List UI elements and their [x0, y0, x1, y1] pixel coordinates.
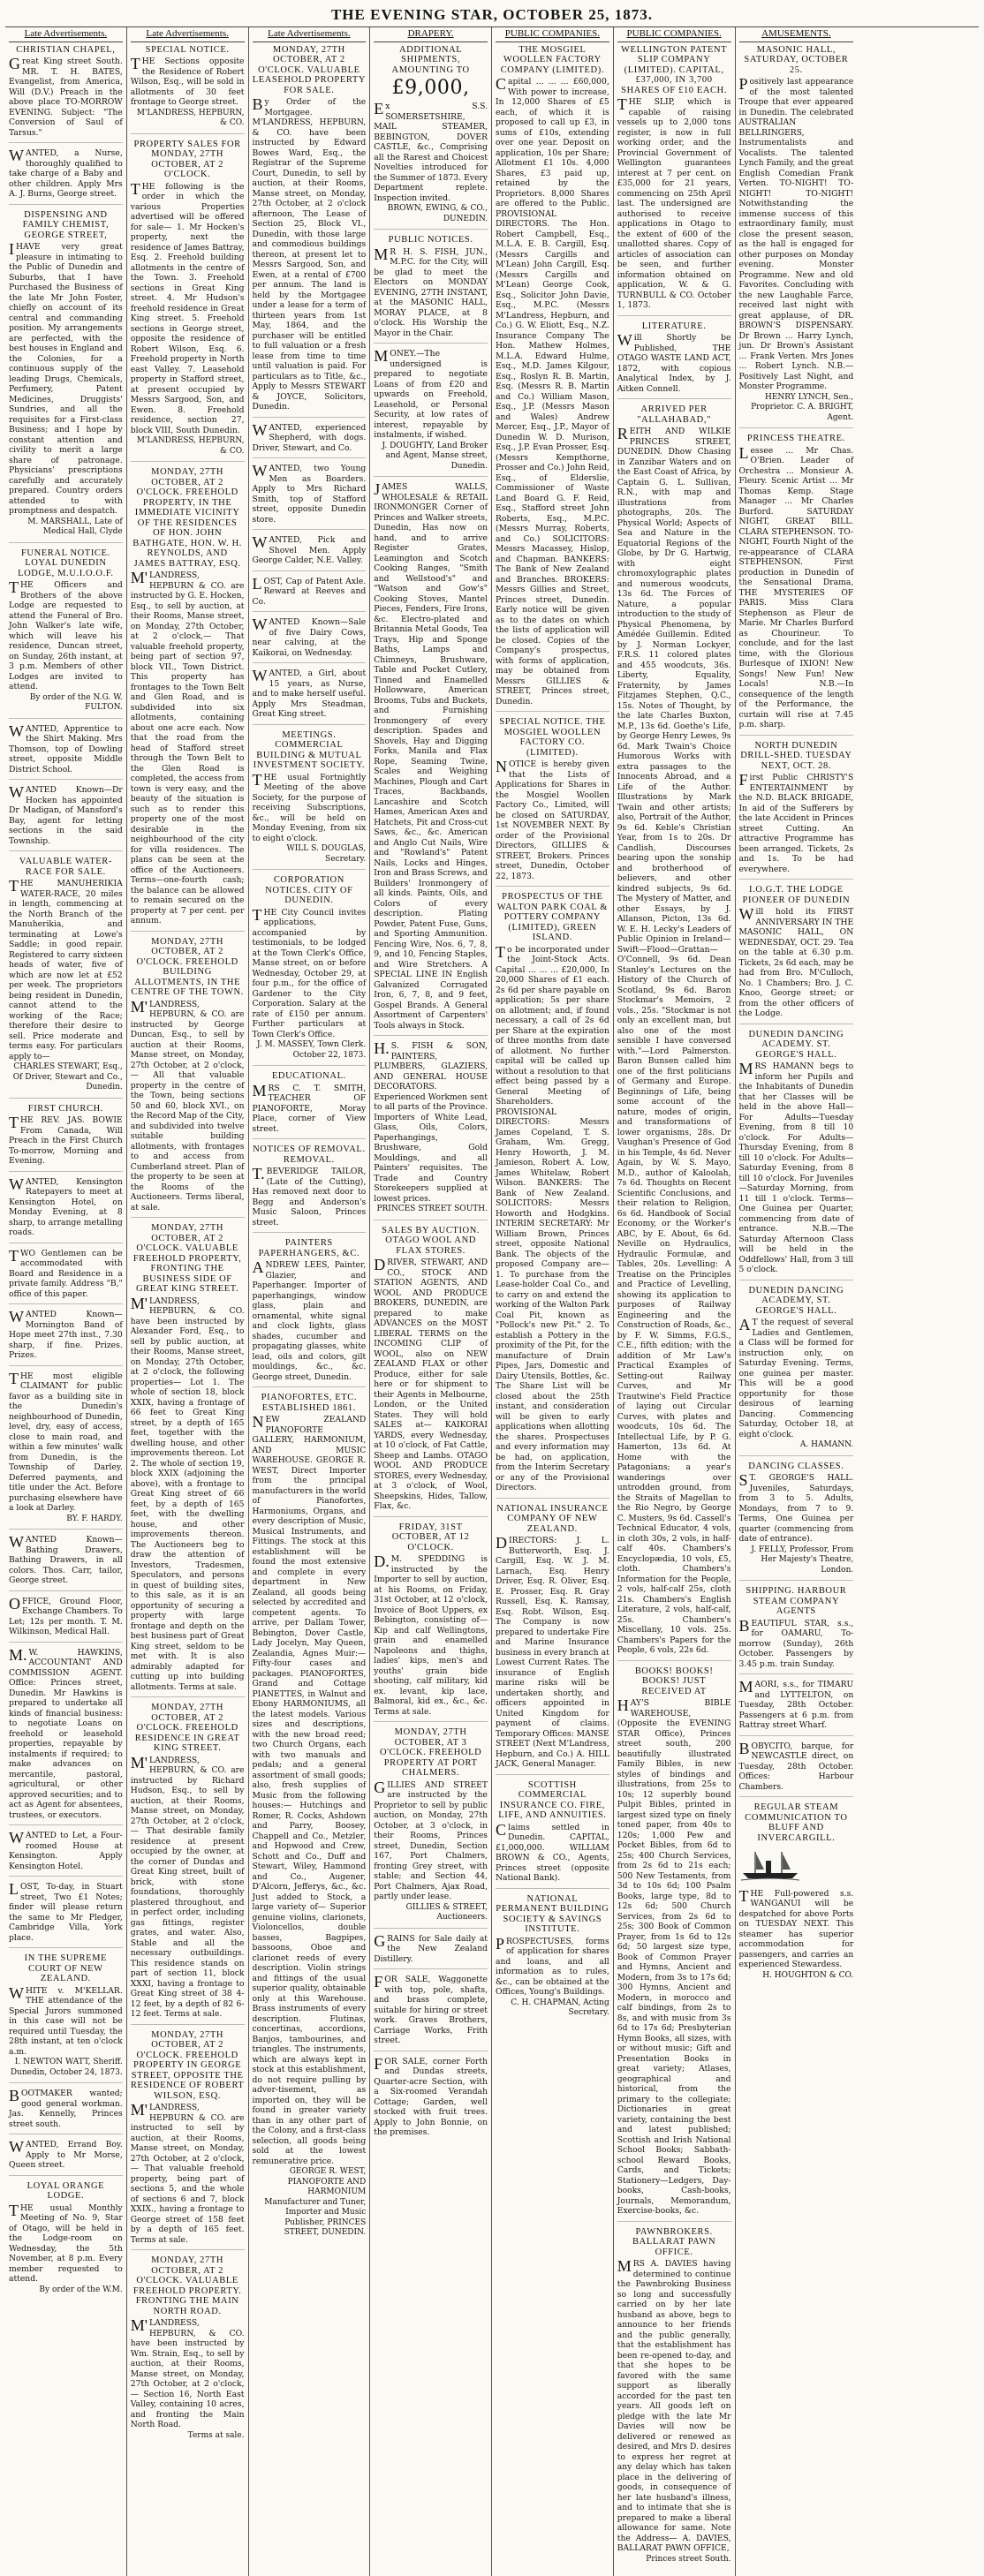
ad-title: SPECIAL NOTICE.	[145, 44, 230, 55]
ad-body: OFFICE, Ground Floor, Exchange Chambers. To Let; 12s per month. T. M. Wilkinson, Medical Hall.	[9, 1594, 123, 1636]
advertisement	[9, 1104, 123, 1172]
ad-body: FOR SALE, corner Forth and Dundas streets, Quarter-acre Section, with a Six-roomed Verandah Cottage; Garden, well stocked with fruit trees. Apply to John Bonnie, on the premises.	[374, 2054, 488, 2137]
ad-signature: J. M. MASSEY, Town Clerk. October 22, 1873.	[256, 1040, 367, 1060]
advertisement	[739, 1802, 854, 1985]
ad-signature: M'LANDRESS, HEPBURN, & CO.	[136, 436, 245, 456]
ad-body: M.W. HAWKINS, ACCOUNTANT AND COMMISSION AGENT. Office: Princes street, Dunedin. Mr Hawkins is prepared to undertake all kinds of financial business: to negotiate Loans on freehold or leasehold properties, repayable by instalments if required; to make advances on mercantile, pastoral, agricultural, or other approved securities; and to act as Agent for absentees, trustees, or executors.	[9, 1645, 123, 1820]
column-5	[492, 27, 614, 2576]
ad-signature: C. H. CHAPMAN, Acting Secretary.	[511, 1998, 609, 2017]
ad-title: EDUCATIONAL.	[271, 1071, 346, 1081]
ad-body: M'LANDRESS, HEPBURN & CO. are instructed by G. E. Hocken, Esq., to sell by auction, at their Rooms, Manse street, on Monday, 27th October, at 2 o'clock,— That valuable freehold property, being part of section 97, block VII., Town District. This property has frontages to the Town Belt and Glen Road, and is subdivided into six allotments, containing about one acre each. Now that the road from the head of Stafford street through the Town Belt to the Glen Road is completed, the access from town is very easy, and the beauty of the situation is such as to render this property one of the most desirable in the neighbourhood of the city for villa residences. The plans can be seen at the office of the Auctioneers. Terms—one-fourth cash; the balance can be allowed to remain secured on the property at 7 per cent. per annum.	[130, 569, 245, 925]
ad-title: PROSPECTUS OF THE WALTON PARK COAL & POTTERY COMPANY (LIMITED), GREEN ISLAND.	[496, 892, 608, 942]
ad-body: Great King street South. MR. T. H. BATES, Evangelist, from America, Will (D.V.) Preach in the above place TO-MORROW EVENING. Subject: "The Conversion of Saul of Tarsus."	[9, 55, 123, 138]
ad-body: WANTED, experienced Shepherd, with dogs. Driver, Stewart, and Co.	[252, 420, 367, 453]
ad-amount: £9,000,	[391, 77, 470, 99]
column-7	[736, 27, 858, 2576]
advertisement	[617, 1666, 731, 2222]
advertisement	[739, 1741, 854, 1798]
ad-title: WELLINGTON PATENT SLIP COMPANY (LIMITED). CAPITAL, £37,000, IN 3,700 SHARES OF £10 EACH.	[621, 44, 728, 95]
advertisement	[253, 464, 367, 530]
ad-body: TWO Gentlemen can be accommodated with Board and Residence in a private family. Address "B," office of this paper.	[9, 1246, 123, 1299]
advertisement	[9, 45, 123, 144]
advertisement	[9, 1882, 123, 1948]
ad-body: AT the request of several Ladies and Gentlemen, a Class will be formed for instruction only, on Saturday Evening. Terms, one guinea per master. This will be a good opportunity for those desirous of learning Dancing. Commencing Saturday, October 18, at eight o'clock.	[738, 1316, 854, 1439]
ad-body: WANTED, two Young Men as Boarders. Apply to Mrs Richard Smith, top of Stafford street, opposite Dunedin store.	[252, 462, 367, 525]
advertisement	[253, 45, 367, 418]
ad-signature: A. HAMANN.	[799, 1440, 854, 1449]
ad-body: WANTED, Kensington Ratepayers to meet at Kensington Hotel, on Monday Evening, at 8 sharp, to arrange metalling roads.	[9, 1175, 123, 1237]
advertisement	[131, 2030, 245, 2251]
advertisement	[617, 45, 731, 316]
ad-title: MONDAY, 27TH OCTOBER, AT 2 O'CLOCK. VALUABLE FREEHOLD PROPERTY. FRONTING THE MAIN NORTH ROAD.	[132, 2255, 242, 2316]
advertisement	[131, 467, 245, 932]
advertisement	[9, 1310, 123, 1366]
ad-body: BOOTMAKER wanted; good general workman. Jas. Kennelly, Princes street south.	[9, 2087, 123, 2129]
advertisement	[131, 937, 245, 1219]
ad-body: THE City Council invites applications, accompanied by testimonials, to be lodged at the Town Clerk's Office, Manse street, on or before Wednesday, October 29, at four p.m., for the office of Gardener to the City Corporation. Salary at the rate of £150 per annum. Further particulars at Town Clerk's Office.	[252, 905, 367, 1039]
advertisement	[9, 721, 123, 781]
ad-body: M'LANDRESS, HEPBURN, & CO. are instructed by Richard Hudson, Esq., to sell by auction, at their Rooms, Manse street, on Monday, 27th October, at 2 o'clock,— That desirable family residence at present occupied by the owner, at the corner of Dundas and Great King street, built of brick, with stone foundations, thoroughly plastered throughout, and in perfect order, including gas fittings, register grates, and water. Also, Stable and all the necessary outbuildings. This residence stands on part of section 11, block XXXI, having a frontage to Great King street of 38 4-12 feet, by a depth of 82 6-12 feet. Terms at sale.	[130, 1753, 245, 2019]
ad-body: Will hold its FIRST ANNIVERSARY IN THE MASONIC HALL, ON WEDNESDAY, OCT. 29. Tea on the table at 6.30 p.m. Tickets, 2s 6d each, may be had from Bro. M'Culloch, No. 1 Chambers; Bro. J. C. Knoo, George street; or from the other officers of the Lodge.	[738, 905, 854, 1018]
advertisement	[374, 1727, 488, 1929]
ad-body: To be incorporated under the Joint-Stock Acts. Capital ... ... ... £20,000, In 20,000 Shares of £1 each. 2s 6d per share payable on application; 5s per share on allotment; and, if found necessary, a call of 2s 6d per Share at the expiration of three months from date of allotment. No further capital will be called up without a resolution to that effect being passed by a General Meeting of Shareholders. PROVISIONAL DIRECTORS: Messrs James Copeland, T. S. Graham, Wm. Gregg, Henry Howorth, J. M. Jamieson, Robert A. Low, James Whitelaw, Robert Wilson. BANKERS: The Bank of New Zealand. SOLICITORS: Messrs Howorth and Hodgkins. INTERIM SECRETARY: Mr William Brown, Princes street, opposite National Bank. The objects of the proposed Company are— 1. To purchase from the Lease-holder Coal Co., and to carry on and extend the working of the Walton Park Coal Pit, known as "Pollock's new Pit." 2. To establish a Pottery in the proximity of the Pit, for the manufacture of Drain Pipes, Jars, Domestic and Dairy Utensils, Bottles, &c. The Share List will be closed about the 25th instant, and consideration will be given to early applications when allotting the shares. Prospectuses and every information may be had, on application, from the Interim Secretary or any of the Provisional Directors.	[496, 942, 609, 1492]
advertisement	[9, 548, 123, 719]
ad-body: THE SLIP, which is capable of raising vessels up to 2,000 tons register, is now in full working order, and the Provincial Government of Wellington guarantees interest at 7 per cent. on £35,000 for 21 years, commencing on 25th April last. The undersigned are authorised to receive applications in Otago to the extent of 600 of the unallotted shares. Copy of articles of association can be seen, and further information obtained on application, W. & G. TURNBULL & CO. October 1, 1873.	[617, 95, 731, 310]
ad-body: MONEY.—The undersigned is prepared to negotiate Loans of from £20 and upwards on Freehold, Leasehold, or Personal Security, at low rates of interest, repayable by instalments, if wished.	[374, 347, 488, 440]
advertisement	[374, 1041, 488, 1220]
column-heading: PUBLIC COMPANIES.	[617, 29, 731, 42]
advertisement	[9, 1371, 123, 1530]
ad-body: BOBYCITO, barque, for NEWCASTLE direct, on Tuesday, 28th October. Offices: Harbour Chambers.	[738, 1739, 854, 1792]
advertisement	[739, 1586, 854, 1674]
advertisement	[374, 2054, 488, 2142]
ad-body: HAY'S BIBLE WAREHOUSE, (Opposite the EVENING STAR Office), Princes street south, 200 beautifully illustrated Family Bibles, in new styles of bindings and illustrations, from 25s to 10s; 12 superbly bound Pulpit Bibles, printed in largest sized type on finely toned paper, from 40s to 120s; 1,000 Pew and Pocket Bibles, from 6d to 25s; 400 Church Services, from 2s 6d to 21s each; 500 New Testaments, from 3d to 10s 6d; 100 Psalm Books, large type, 8d to 12s 6d; 500 Church Services, from 2s 6d to 25s; 300 Book of Common Prayer, from 1s 6d to 12s 6d; 50 largest size type, Book of Common Prayer and Hymns, Ancient and Modern, from 3s to 17s 6d; 300 Hymns, Ancient and Modern, in morocco and calf bindings, from 2s to 8s, and with music from 3s 6d to 17s 6d; Presbyterian Hymn Books, all sizes, with or without music; Gift and Presentation Books in great variety; Atlases, geographical and historical, from the primary to the collegiate; Dictionaries in great variety, containing the best and latest published; Scottish and Irish National School Books; Sabbath-school Reward Books, Cards, and Tickets; Stationery—Ledgers, Day-books, Cash-books, Journals, Memorandum, Exercise-books, &c.	[617, 1696, 731, 2216]
ad-body: ST. GEORGE'S HALL. Juveniles, Saturdays, from 3 to 5. Adults, Mondays, from 7 to 9. Terms, One Guinea per quarter (commencing from date of entrance).	[738, 1471, 854, 1544]
ad-body: THE Sections opposite the Residence of Robert Wilson, Esq., will be sold in allotments of 30 feet frontage to George street.	[130, 55, 245, 107]
advertisement	[617, 321, 731, 400]
ad-title: SHIPPING. HARBOUR STEAM COMPANY AGENTS	[746, 1586, 847, 1616]
ad-body: THE usual Monthly Meeting of No. 9, Star of Otago, will be held in the Lodge-room on Wednesday, the 5th November, at 8 p.m. Every member requested to attend.	[9, 2201, 123, 2284]
ad-title: I.O.G.T. THE LODGE PIONEER OF DUNEDIN	[742, 885, 851, 905]
ad-signature: Terms at sale.	[187, 2430, 245, 2440]
ad-body: Lessee ... Mr Chas. O'Brien. Leader of Orchestra ... Monsieur A. Fleury. Scenic Artist ... Mr Thomas Kemp. Stage Manager ... Mr Charles Burford. SATURDAY NIGHT, GREAT BILL. CLARA STEPHENSON. TO-NIGHT, Fourth Night of the re-appearance of CLARA STEPHENSON. First production in Dunedin of the Sensational Drama, THE MYSTERIES OF PARIS. Miss Clara Stephenson as Fleur de Marie. Mr Charles Burford as Chourineur. To conclude, and for the last time, with the Glorious Burlesque of IXION! New Songs! New Fun! New Locals! N.B.—In consequence of the length of the Performance, the curtain will rise at 7.45 p.m. sharp.	[738, 443, 854, 729]
ad-title: CORPORATION NOTICES. CITY OF DUNEDIN.	[265, 875, 353, 905]
advertisement	[131, 140, 245, 463]
ad-title: PROPERTY SALES FOR MONDAY, 27TH OCTOBER, AT 2 O'CLOCK.	[133, 139, 241, 179]
ad-body: WANTED, Errand Boy. Apply to Mr Morse, Queen street.	[9, 2138, 123, 2170]
ad-body: MAORI, s.s., for TIMARU and LYTTELTON, on Tuesday, 28th October. Passengers at 6 p.m. from Rattray street Wharf.	[738, 1678, 854, 1730]
ad-body: WANTED Known—Bathing Drawers, Bathing Drawers, in all colors. Thos. Carr, tailor, George street.	[9, 1533, 123, 1585]
ad-title: MONDAY, 27TH OCTOBER, AT 2 O'CLOCK. FREEHOLD PROPERTY, IN THE IMMEDIATE VICINITY OF THE RESIDENCES OF HON. JOHN BATHGATE, HON. W. H. REYNOLDS, AND JAMES BATTRAY, ESQ.	[132, 467, 242, 569]
ad-title: IN THE SUPREME COURT OF NEW ZEALAND.	[24, 1953, 108, 1983]
ad-title: DUNEDIN DANCING ACADEMY, ST. GEORGE'S HALL.	[748, 1285, 844, 1316]
advertisement	[9, 2181, 123, 2300]
ad-body: PROSPECTUSES, forms of application for shares and loans, and all information as to rules, &c., can be obtained at the Offices, Young's Buildings.	[496, 1934, 609, 1997]
ad-body: WANTED Known—Mornington Band of Hope meet 27th inst., 7.30 sharp, if fine. Prizes. Prizes.	[9, 1308, 123, 1360]
ad-title: DUNEDIN DANCING ACADEMY. ST. GEORGE'S HALL.	[748, 1029, 844, 1060]
ad-title: PIANOFORTES, ETC. ESTABLISHED 1861.	[261, 1393, 358, 1413]
ad-title: MEETINGS. COMMERCIAL BUILDING & MUTUAL INVESTMENT SOCIETY.	[253, 729, 366, 770]
ad-body: THE Full-powered s.s. WANGANUI will be despatched for above Ports on TUESDAY NEXT. This steamer has superior accommodation for passengers, and carries an experienced Stewardess.	[738, 1886, 854, 1969]
ad-signature: BY. F. HARDY.	[66, 1514, 123, 1523]
ad-body: IHAVE very great pleasure in intimating to the Public of Dunedin and Suburbs, that I have Purchased the Business of the late Mr John Foster, chiefly on account of its central and commanding position. My arrangements are perfected, with the best houses in England and the Colonies, for a continuous supply of the leading Drugs, Chemicals, Perfumery, Patent Medicines, Druggists' Sundries, and all the requisites for a First-class Business; and I hope by constant attention and civility to merit a large share of patronage. Physicians' prescriptions carefully and accurately prepared. Country orders attended to with promptness and despatch.	[9, 240, 123, 516]
ad-body: WANTED, a Girl, about 15 years, as Nurse, and to make herself useful. Apply Mrs Steadman, Great King street.	[252, 667, 367, 719]
ad-body: D.M. SPEDDING is instructed by the Importer to sell by auction, at his Rooms, on Friday, 31st October, at 12 o'clock, Invoice of Boot Uppers, ex Bebington, consisting of— Kip and calf Wellingtons, grain and enamelled Napoleons and thighs, ladies' kips, men's and youths' grain bide shooting, calf military, kid ex. levant, kip lace, Balmoral, kid ex., &c., &c. Terms at sale.	[374, 1552, 488, 1717]
ad-title: LOYAL ORANGE LODGE.	[26, 2180, 105, 2201]
masthead: THE EVENING STAR, OCTOBER 25, 1873.	[330, 6, 654, 23]
ad-title: NATIONAL INSURANCE COMPANY OF NEW ZEALAND.	[496, 1503, 609, 1534]
ad-title: NOTICES OF REMOVAL. REMOVAL.	[253, 1144, 366, 1165]
steamship-icon	[739, 1848, 801, 1882]
advertisement	[253, 730, 367, 871]
ad-body: By Order of the Mortgagee. M'LANDRESS, HEPBURN, & CO. have been instructed by Edward Bowes Ward, Esq., the Registrar of the Supreme Court, Dunedin, to sell by auction, at their Rooms, Manse street, on Monday, 27th October, at 2 o'clock afternoon, The Lease of Section 25, Block VI., Dunedin, with those large and commodious buildings thereon, at present let to Messrs Sargood, Son, and Ewen, at a rental of £700 per annum. The land is held by the Mortgagee under a lease for a term of thirteen years from 1st May, 1864, and the purchaser will be entitled to full valuation or a fresh lease from time to time until valuation is paid. For particulars as to Title, &c., Apply to Messrs STEWART & JOYCE, Solicitors, Dunedin.	[252, 95, 367, 412]
ad-body: MR H. S. FISH, JUN., M.P.C. for the City, will be glad to meet the Electors on MONDAY EVENING, 27TH INSTANT, at the MASONIC HALL, MORAY PLACE, at 8 o'clock. His Worship the Mayor in the Chair.	[374, 245, 488, 338]
ad-body: DIRECTORS: J. L. Butterworth, Esq. J. Cargill, Esq. W. J. M. Larnach, Esq. Henry Driver, Esq. R. Oliver, Esq. E. Prosser, Esq. R. Gray Russell, Esq. K. Ramsay, Esq. Robt. Wilson, Esq. The Company is now prepared to undertake Fire and Marine Insurance business in every branch at Lowest Current Rates. The insurance of English marine risks will be undertaken shortly, and officers appointed in United Kingdom for payment of claims. Temporary Offices: MANSE STREET (Next M'Landress, Hepburn, and Co.) A. HILL JACK, General Manager.	[496, 1534, 609, 1769]
ad-signature: BROWN, EWING, & CO., DUNEDIN.	[387, 204, 488, 223]
ad-body: THE following is the order in which the various Properties advertised will be offered for sale— 1. Mr Hocken's property, next the residence of James Battray, Esq. 2. Freehold building allotments in the centre of the Town. 3. Freehold sections in Great King street. 4. Mr Hudson's freehold residence in Great King street. 5. Freehold sections in George street, opposite the residence of Robert Wilson, Esq. 6. Freehold property in North east Valley. 7. Leasehold property in Stafford street, at present occupied by Messrs Sargood, Son, and Ewen. 8. Freehold residence, section 27, block VIII, South Dunedin.	[130, 179, 245, 435]
ad-title: NATIONAL PERMANENT BUILDING SOCIETY & SAVINGS INSTITUTE.	[496, 1893, 609, 1934]
advertisement	[374, 235, 488, 344]
ad-body: LOST, To-day, in Stuart street, Two £1 Notes; finder will please return the same to Mr Pledger, Cambridge Villa, York place.	[9, 1880, 123, 1943]
advertisement	[374, 349, 488, 477]
column-3	[249, 27, 371, 2576]
ad-title: VALUABLE WATER-RACE FOR SALE.	[19, 857, 112, 877]
ad-title: LITERATURE.	[641, 321, 707, 331]
ad-body: JAMES WALLS, WHOLESALE & RETAIL IRONMONGER Corner of Princes and Walker streets, Dunedin, Has now on hand, and to arrive Register Grates, Leamington and Scotch Cooking Ranges, "Smith and Wellstood's" and "Watson and Gow's" Cooking Stoves, Mantel Pieces, Fenders, Fire Irons, &c. Electro-plated and Britannia Metal Goods, Tea Trays, Hip and Sponge Baths, Lamps and Chimneys, Brushware, Table and Pocket Cutlery, Tinned and Enamelled Hollowware, American Brooms, Tubs and Buckets, and Furnishing Ironmongery of every description. Spades and Shovels, Hay and Digging Forks, Manila and Flax Rope, Seaming Twine, Scales and Weighing Machines, Plough and Cart Traces, Backbands, Lancashire and Scotch Hames, American Axes and Hatchets, Pit and Cross-cut Saws, &c., &c. American and Anglo Cut Nails, Wire and "Rowland's" Patent Nails, Locks and Hinges, Iron and Brass Screws, and Builders' Ironmongery of all kinds. Paints, Oils, and Colors of every description. Plating Powder, Patent Fuse, Guns, and Sporting Ammunition. Fencing Wire, Nos. 6, 7, 8, 9, and 10, Fencing Staples, and Wire Stretchers. A SPECIAL LINE IN English Galvanized Corrugated Iron, 6, 7, 8, and 9 feet, Gospel Brands. A General Assortment of Carpenters' Tools always in Stock.	[374, 480, 488, 1031]
ad-body: Capital ... ... ... £60,000, With power to increase, In 12,000 Shares of £5 each, of which it is proposed to call up £3, in sums of £10s, extending over one year. Deposit on application, 10s per Share; Allotment £1 10s. 4,000 Shares, £3 paid up, retained by the Proprietors. 8,000 Shares are offered to the Public. PROVISIONAL DIRECTORS. The Hon. Robert Campbell, Esq., M.L.A. E. B. Cargill, Esq. (Messrs Cargills and M'Lean) John Cargill, Esq. (Messrs Cargills and M'Lean) George Cook, Esq., Solicitor John Davie, Esq., M.P.C. (Messrs M'Landress, Hepburn, and Co.) G. W. Eliott, Esq., N.Z. Insurance Company The Hon. Mathew Holmes, M.L.A. Edward Hulme, Esq., M.D. James Kilgour, Esq., Roslyn R. B. Martin, Esq. (Messrs R. B. Martin and Co.) William Mason, Esq., J.P. (Messrs Mason and Wales) Andrew Mercer, Esq., J.P., Mayor of Dunedin W. D. Murison, Esq., J.P. Evan Prosser, Esq. (Messrs Kempthorne, Prosser and Co.) John Reid, Esq., of Elderslie, Commissioner of Waste Land Board G. F. Reid, Esq., Stafford street John Roberts, Esq., M.P.C. (Messrs Murray, Roberts, and Co.) SOLICITORS: Messrs Macassey, Hislop, and Chapman. BANKERS: The Bank of New Zealand and Branches. BROKERS: Messrs Gillies and Street, Princes street, Dunedin. Early notice will be given as to the dates on which the lists of application will be closed. Copies of the Company's prospectus, with forms of application, may be obtained from Messrs GILLIES & STREET, Princes street, Dunedin.	[496, 75, 609, 706]
ad-body: GRAINS for Sale daily at the New Zealand Distillery.	[374, 1931, 488, 1964]
ad-body: WANTED, Apprentice to the Shirt Making. Mrs Thomson, top of Dowling street, opposite Middle District School.	[9, 721, 123, 774]
advertisement	[253, 1144, 367, 1233]
advertisement	[617, 404, 731, 1661]
ad-title: ADDITIONAL SHIPMENTS, AMOUNTING TO	[391, 44, 470, 75]
ad-body: Positively last appearance of the most talented Troupe that ever appeared in Dunedin. The celebrated AUSTRALIAN BELLRINGERS, Instrumentalists and Vocalists. The talented Lynch Family, and the great English Comedian Frank Verten. TO-NIGHT! TO-NIGHT! TO-NIGHT! Notwithstanding the immense success of this extraordinary family, must close the present season, as the hall is engaged for other purposes on Monday evening. Monster Programme. New and old Favorites. Concluding with the new Laughable Farce, received last night with great applause, of DR. BROWN'S DISPENSARY. Dr Brown ... Harry Lynch, jun. Dr Brown's Assistant ... Frank Verten. Mrs Jones ... Robert Lynch. N.B.—Positively Last Night, and Monster Programme.	[738, 75, 854, 391]
column-heading: Late Advertisements.	[9, 29, 123, 42]
advertisement	[9, 785, 123, 851]
advertisement	[253, 1238, 367, 1387]
ad-body: THE usual Fortnightly Meeting of the above Society, for the purpose of receiving Subscriptions, &c., will be held on Monday Evening, from six to eight o'clock.	[252, 770, 367, 843]
ad-signature: M'LANDRESS, HEPBURN, & CO.	[136, 108, 245, 127]
ad-title: NORTH DUNEDIN DRILL-SHED. TUESDAY NEXT, OCT. 28.	[740, 740, 852, 771]
ad-body: MRS HAMANN begs to inform her Pupils and the Inhabitants of Dunedin that her Classes will be held in the above Hall— For Adults—Tuesday Evening, from 8 till 10 o'clock. For Adults—Thursday Evening, from 8 till 10 o'clock. For Adults—Saturday Evening, from 8 till 10 o'clock. For Juveniles—Saturday Morning, from 11 till 1 o'clock. Terms—One Guinea per Quarter, commencing from date of entrance. N.B.—The Saturday Afternoon Class will be held in the Oddfellows' Hall, from 3 till 5 o'clock.	[738, 1060, 854, 1274]
advertisement	[9, 1645, 123, 1826]
ad-signature: By order of the W.M.	[39, 2285, 123, 2294]
ad-signature: J. DOUGHTY, Land Broker and Agent, Manse street, Dunedin.	[382, 441, 488, 471]
column-heading: Late Advertisements.	[253, 29, 367, 42]
ad-body: WHITE v. M'KELLAR. THE attendance of the Special Jurors summoned in this case will not be required until Tuesday, the 28th instant, at ten o'clock a.m.	[9, 1983, 123, 2057]
ad-body: THE MANUHERIKIA WATER-RACE, 20 miles in length, commencing at the North Branch of the Manuherikia, and terminating at Lowe's Saddle; in good repair. Registered to carry sixteen heads of water, five of which are now let at £52 per week. The proprietors being resident in Dunedin, cannot attend to the working of the Race; therefore their desire to sell. Price moderate and terms easy. For particulars apply to—	[9, 877, 123, 1061]
column-4	[370, 27, 492, 2576]
advertisement	[374, 45, 488, 230]
advertisement	[131, 2255, 245, 2445]
advertisement	[253, 617, 367, 663]
advertisement	[9, 1177, 123, 1243]
ad-body: WANTED to Let, a Four-roomed House at Kensington. Apply Kensington Hotel.	[9, 1829, 123, 1871]
ad-body: DRIVER, STEWART, AND CO., STOCK AND STATION AGENTS, AND WOOL AND PRODUCE BROKERS, DUNEDIN, are prepared to make ADVANCES on the MOST LIBERAL TERMS on the INCOMING CLIP of WOOL, also on NEW ZEALAND FLAX or other Produce, either for sale here or for shipment to their Agents in Melbourne, London, or the United States. They will hold SALES at— KAIKORAI YARDS, every Wednesday, at 10 o'clock, of Fat Cattle, Sheep and Lambs. OTAGO WOOL AND PRODUCE STORES, every Wednesday, at 3 o'clock, of Wool, Sheepskins, Hides, Tallow, Flax, &c.	[374, 1256, 488, 1511]
ad-body: NOTICE is hereby given that the Lists of Applications for Shares in the Mosgiel Woollen Factory Co., Limited, will be closed on SATURDAY, 1st NOVEMBER NEXT. By order of the Provisional Directors, GILLIES & STREET, Brokers. Princes street, Dunedin, October 22, 1873.	[496, 758, 609, 881]
column-heading: Late Advertisements.	[131, 29, 245, 42]
ad-title: CHRISTIAN CHAPEL,	[16, 44, 116, 55]
ad-title: MONDAY, 27TH OCTOBER, AT 2 O'CLOCK. VALUABLE LEASEHOLD PROPERTY FOR SALE.	[252, 44, 367, 95]
advertisement	[131, 1703, 245, 2025]
advertisement	[739, 1030, 854, 1280]
advertisement	[739, 434, 854, 736]
ad-body: GILLIES AND STREET are instructed by the Proprietor to sell by public auction, on Monday, 27th October, at 3 o'clock, in their Rooms, Princes street, Dunedin, Section 167, Port Chalmers, fronting Grey street, with stable; and Section 44, Port Chalmers, Ajax Road, partly under lease.	[374, 1778, 488, 1901]
ad-body: BEAUTIFUL STAR, s.s., for OAMARU, To-morrow (Sunday), 26th October. Passengers by 3.45 p.m. train Sunday.	[738, 1616, 854, 1669]
ad-signature: WILL S. DOUGLAS, Secretary.	[286, 844, 367, 864]
advertisement	[739, 1462, 854, 1582]
ad-body: WANTED, Pick and Shovel Men. Apply George Calder, N.E. Valley.	[252, 533, 367, 565]
ad-title: MONDAY, 27TH OCTOBER, AT 2 O'CLOCK. FREEHOLD BUILDING ALLOTMENTS, IN THE CENTRE OF THE TOWN.	[131, 936, 244, 997]
ad-title: MONDAY, 27TH OCTOBER, AT 2 O'CLOCK. FREEHOLD RESIDENCE IN GREAT KING STREET.	[134, 1703, 240, 1753]
ad-body: ANDREW LEES, Painter, Glazier, and Paperhanger. Importer of paperhangings, window glass, plain and ornamental, white signal and clock lights, glass shades, cucumber and propagating glasses, white lead, oils and colors, gilt mouldings, &c., &c. George street, Dunedin.	[252, 1258, 367, 1382]
ad-body: Ex S.S. SOMERSETSHIRE, MAIL STEAMER, BEBINGTON, DOVER CASTLE, &c., Comprising all the Rarest and Choicest Novelties introduced for the Summer of 1873. Every Department replete. Inspection invited.	[374, 100, 488, 203]
ad-title: FRIDAY, 31ST OCTOBER, AT 12 O'CLOCK.	[391, 1522, 470, 1552]
ad-title: DANCING CLASSES.	[748, 1461, 844, 1471]
ad-title: ARRIVED PER "ALLAHABAD,"	[637, 404, 711, 425]
ad-signature: I. NEWTON WATT, Sheriff. Dunedin, October 24, 1873.	[10, 2058, 123, 2077]
advertisement	[374, 1522, 488, 1723]
advertisement	[9, 1953, 123, 2083]
ad-body: THE Officers and Brothers of the above Lodge are requested to attend the Funeral of Bro. John Walker's late wife, which will leave his residence, Duncan street, on Sunday, 26th instant, at 3 p.m. Members of other Lodges are invited to attend.	[9, 578, 123, 691]
column-heading: PUBLIC COMPANIES.	[496, 29, 609, 42]
ad-body: WANTED Known—Sale of five Dairy Cows, near calving, at the Kaikorai, on Wednesday.	[252, 616, 367, 658]
advertisement	[9, 2140, 123, 2176]
ad-body: THE REV. JAS. BOWIE From Canada, Will Preach in the First Church To-morrow, Morning and Evening.	[9, 1114, 123, 1166]
advertisement	[374, 1975, 488, 2051]
advertisement	[252, 574, 367, 613]
advertisement	[253, 669, 367, 725]
ad-title: REGULAR STEAM COMMUNICATION TO BLUFF AND INVERCARGILL.	[745, 1802, 848, 1843]
advertisement	[374, 482, 488, 1036]
advertisement	[739, 885, 854, 1024]
advertisement	[739, 1680, 854, 1736]
ad-signature: GEORGE R. WEST, PIANOFORTE AND HARMONIUM Manufacturer and Tuner, Importer and Music Publisher, PRINCES STREET, DUNEDIN.	[264, 2167, 367, 2237]
ad-title: SCOTTISH COMMERCIAL INSURANCE CO. FIRE, LIFE, AND ANNUITIES.	[498, 1779, 607, 1820]
ad-title: PAINTERS PAPERHANGERS, &C.	[258, 1238, 360, 1258]
advertisement	[131, 1223, 245, 1697]
ad-signature: J. FELLY, Professor, From Her Majesty's Theatre, London.	[751, 1545, 854, 1575]
column-heading: DRAPERY.	[374, 29, 488, 42]
ad-body: M'LANDRESS, HEPBURN & CO. are instructed to sell by auction, at their Rooms, Manse street, on Monday, 27th October, at 2 o'clock,— That valuable freehold property, being part of sections 5, and the whole of sections 6 and 7, block XXIX., having a frontage to George street of 158 feet by a depth of 165 feet. Terms at sale.	[130, 2101, 245, 2245]
ad-signature: GILLIES & STREET, Auctioneers.	[405, 1902, 488, 1922]
columns	[5, 26, 979, 2564]
advertisement	[9, 210, 123, 543]
advertisement	[739, 45, 854, 429]
advertisement	[253, 1393, 367, 2243]
ad-title: BOOKS! BOOKS! BOOKS! JUST RECEIVED AT	[634, 1666, 714, 1696]
advertisement	[253, 1071, 367, 1139]
ad-body: T.BEVERIDGE TAILOR, (Late of the Cutting), Has removed next door to Begg and Anderson's Music Saloon, Princes street.	[252, 1165, 367, 1228]
advertisement	[253, 535, 367, 571]
advertisement	[496, 892, 609, 1499]
column-heading: AMUSEMENTS.	[739, 29, 854, 42]
ad-title: MONDAY, 27TH OCTOBER, AT 2 O'CLOCK. FREEHOLD PROPERTY IN GEORGE STREET, OPPOSITE THE RESIDENCE OF ROBERT WILSON, ESQ.	[130, 2029, 245, 2101]
ad-body: MRS C. T. SMITH, TEACHER OF PIANOFORTE, Moray Place, corner of View street.	[252, 1081, 367, 1134]
advertisement	[374, 1931, 488, 1970]
advertisement	[496, 45, 609, 713]
ad-body: Will Shortly be Published, THE OTAGO WASTE LAND ACT, 1872, with copious Analytical Index, by J. Aitken Connell.	[617, 331, 731, 394]
ad-title: MONDAY, 27TH OCTOBER, AT 2 O'CLOCK. VALUABLE FREEHOLD PROPERTY, FRONTING THE BUSINESS SIDE OF GREAT KING STREET.	[132, 1223, 242, 1294]
ad-title: PUBLIC NOTICES.	[388, 235, 473, 245]
ad-body: LOST, Cap of Patent Axle. Reward at Reeves and Co.	[252, 574, 367, 607]
ad-body: Claims settled in Dunedin. CAPITAL, £1,000,000. WILLIAM BROWN & CO., Agents, Princes street (opposite National Bank).	[496, 1820, 609, 1883]
ad-body: REITH AND WILKIE PRINCES STREET, DUNEDIN. Dhow Chasing in Zanzibar Waters and on the East Coast of Africa, by Captain G. L. Sullivan, R.N., with map and illustrations from photographs, 20s. The Physical World; Aspects of Sea and Nature in the Equatorial Regions of the Globe, by Dr G. Hartwig, with eight chromoxylographic plates and numerous woodcuts, 13s 6d. The Forces of Nature, a popular introduction to the study of Physical Phenomena, by Amédée Guillemin. Edited by J. Norman Lockyer, F.R.S. 11 colored plates and 455 woodcuts, 36s. Liberty, Equality, Fraternity, by James Fitzjames Stephen, Q.C., 15s. Notes of Thought, by the late Charles Buxton, M.P., 13s 6d. Goethe's Life, by George Henry Lewes, 9s 6d. Mark Twain's Choice Humorous Works with extra passages to the Innocents Abroad, and a Life of the Author. Illustrations by Mark Twain and other artists; also, Portrait of the Author, 9s 6d. Keble's Christian Year, from 1s to 20s. Dr Candlish, Discourses bearing upon the sonship and brotherhood of believers, and other kindred subjects, 9s 6d. The Mystery of Matter, and other Essays, by J. Allanson, Picton, 13s 6d. W. E. H. Lecky's Leaders of Public Opinion in Ireland—Swift—Flood—Grattan—O'Connell, 9s 6d. Dean Stanley's Lectures on the History of the Church of Scotland, 9s 6d. Baron Stockmar's Memoirs, 2 vols., 25s. "Stockmar is not only an excellent man, but also one of the most sensible I have conversed with."—Lord Palmerston. Baron Bunsen called him one of the first politicians of Germany and Europe. Beginnings of Life, being some account of the nature, modes of origin, and transformations of lower organisms, 28s. Dr Vaughan's Presence of God in his Temple, 4s 6d. Never Again, by W. S. Mayo, M.D., author of Kaloolah, 7s 6d. Thoughts on Recent Scientific Conclusions, and their relation to Religion, 6s 6d. Handbook of Social Economy, or the Worker's ABC, by E. About, 6s 6d. Neville on Hydraulics, Hydraulic Formulæ, and Tables, 20s. Levelling: A Treatise on the Principles and Practice of Levelling, showing its application to purposes of Railway Engineering and the Construction of Roads, &c., by F. W. Simms, F.G.S., C.E., fifth edition; with the addition of Mr Law's Practical Examples of Setting-out Railway Curves, and Mr Trautwine's Field Practice of laying out Circular Curves, with plates and woodcuts, 10s 6d. The Intellectual Life, by P. G. Hamerton, 13s 6d. At Home with the Patagonians; a year's wanderings over untrodden ground, from the Straits of Magellan to the Rio Negro, by George C. Musters, 9s 6d. Cassell's Technical Educator, 4 vols, in cloth 30s, 2 vols, in half-calf 40s. Chambers's Encyclopædia, 10 vols, £5, cloth. Chambers's Information for the People, 2 vols, half-calf 25s, cloth 21s. Chambers's English Literature, 2 vols, half-calf, 25s. Chambers's Miscellany, 10 vols. 25s. Chambers's Papers for the People, 6 vols, 22s 6d.	[617, 425, 731, 1655]
ad-signature: CHARLES STEWART, Esq., Of Driver, Stewart and Co., Dunedin.	[12, 1062, 123, 1092]
advertisement	[9, 2089, 123, 2134]
ad-body: First Public CHRISTY'S ENTERTAINMENT by the N.D. BLACK BRIGADE, In aid of the Sufferers by the late Accident in Princes street Cutting. An attractive Programme has been arranged. Tickets, 2s and 1s. To be had everywhere.	[738, 771, 854, 874]
ad-signature: H. HOUGHTON & CO.	[762, 1970, 854, 1980]
ad-signature: M. MARSHALL, Late of Medical Hall, Clyde	[27, 517, 123, 536]
ad-signature: By order of the N.G. W. FULTON.	[29, 692, 123, 712]
advertisement	[9, 857, 123, 1099]
ad-body: THE most eligible CLAIMANT for public favor as a building site in the Dunedin's neighbourhood of Dunedin, level, dry, easy of access, close to main road, and within a few minutes' walk from Dunedin, is the Township of Darley. Deferred payments, and title under the Act. Before purchasing elsewhere have a look at Darley.	[9, 1369, 123, 1513]
ad-body: WANTED Known—Dr Hocken has appointed Dr Madigan, of Mansford's Bay, agent for letting sections in the said Township.	[9, 783, 123, 846]
ad-title: MONDAY, 27TH OCTOBER, AT 3 O'CLOCK. FREEHOLD PROPERTY AT PORT CHALMERS.	[379, 1727, 482, 1778]
advertisement	[9, 148, 123, 205]
advertisement	[496, 717, 609, 887]
advertisement	[9, 1535, 123, 1591]
ad-title: THE MOSGIEL WOOLLEN FACTORY COMPANY (LIMITED).	[500, 44, 605, 75]
advertisement	[253, 875, 367, 1066]
ad-body: M'LANDRESS, HEPBURN, & CO. have been instructed by Wm. Strain, Esq., to sell by auction, at their Rooms, Manse street, on Monday, 27th October, at 2 o'clock,— Section 16, North East Valley, containing 10 acres, and fronting the Main North Road.	[130, 2316, 245, 2429]
advertisement	[252, 420, 367, 459]
advertisement	[496, 1504, 609, 1775]
ad-body: NEW ZEALAND PIANOFORTE GALLERY, HARMONIUM, AND MUSIC WAREHOUSE. GEORGE R. WEST, Direct Importer from the principal manufacturers in the world of Pianofortes, Harmoniums, Organs, and every description of Music, Musical Instruments, and Fittings. The stock at this establishment will be found the most extensive and complete in every department in New Zealand, all goods being selected by accredited and competent agents. To arrive, per Dallam Tower, Bebington, Dover Castle, Lady Jocelyn, May Queen, Zealandia, Agnes Muir:— Fifty-four cases and packages. PIANOFORTES, Grand and Cottage PIANETTES, in Walnut and Ebony HARMONIUMS, all the latest models. Various sizes and descriptions, with the new broad reed; two Church Organs, each with two manuals and pedals; and a general assortment of small goods; also, fresh supplies of Music from the following houses:— Hutchings and Romer, R. Cocks, Ashdown and Parry, Boosey, Chappell and Co., Metzler, and Hopwood and Crew, Schott and Co., Duff and Stewart, Wiley, Hammond and Co., Augener, D'Alcorn, Jefferys, &c., &c. Just added to Stock, a large variety of— Superior genuine violins, clarionets, Violoncellos, double basses, Bagpipes, bassoons, Oboe and clarionet reeds of every description. Violin strings and fittings of the usual superior quality, obtainable only at this Warehouse. Brass instruments of every description. Flutinas, concertinas, accordions, Banjos, tambourines, and triangles. The instruments, which are always kept in stock at this establishment, do not require pulling by adver-tisement, as imported on, they will be found in greater variety than in any other part of the Colony, and a first-class selection, all goods being sold at the lowest remunerative price.	[252, 1413, 367, 2166]
ad-title: SALES BY AUCTION. OTAGO WOOL AND FLAX STORES.	[382, 1225, 481, 1256]
advertisement	[374, 1226, 488, 1517]
ad-signature: PRINCES STREET SOUTH.	[376, 1205, 488, 1213]
advertisement	[739, 1286, 854, 1456]
advertisement	[9, 1594, 123, 1643]
advertisement	[496, 1894, 609, 2023]
ad-title: SPECIAL NOTICE. THE MOSGIEL WOOLLEN FACTORY CO. (LIMITED).	[499, 717, 606, 758]
advertisement	[617, 2227, 731, 2570]
ad-title: PRINCESS THEATRE.	[746, 434, 845, 443]
ad-title: MASONIC HALL, SATURDAY, OCTOBER 25.	[744, 44, 849, 75]
ad-body: H.S. FISH & SON, PAINTERS, PLUMBERS, GLAZIERS, AND GENERAL HOUSE DECORATORS. Experienced Workmen sent to all parts of the Province. Importers of White Lead, Glass, Oils, Colors, Paperhangings, Brushware, Gold Mouldings, and all Painters' requisites. The Trade and Country Storekeepers supplied at lowest prices.	[374, 1039, 488, 1204]
ad-body: M'LANDRESS, HEPBURN, & CO. have been instructed by Alexander Ford, Esq., to sell by public auction, at their Rooms, Manse street, on Monday, 27th October, at 2 o'clock, the following properties— Lot 1. The whole of section 18, block XXIX, having a frontage of 66 feet to Great King street, by a depth of 165 feet, together with the dwelling house, and other improvements thereon. Lot 2. The whole of section 19, block XXIX (adjoining the above), with a frontage to Great King street of 66 feet, by a depth of 165 feet, with the dwelling house, and other improvements thereon. The Auctioneers beg to draw the attention of Investors, Tradesmen, Speculators, and persons in quest of building sites, to this sale, as it is an opportunity of securing a property with large frontage and depth on the best business part of Great King street, seldom to be met with. It is also admirably adapted for cutting up into building allotments. Terms at sale.	[130, 1294, 245, 1692]
ad-signature: Princes street South.	[646, 2554, 731, 2564]
column-6	[614, 27, 736, 2576]
column-1	[5, 27, 127, 2576]
ad-body: FOR SALE, Waggonette with top, pole, shafts, and brass complete, suitable for hiring or street work. Graves Brothers, Carriage Works, Frith street.	[374, 1973, 488, 2045]
ad-title: PAWNBROKERS. BALLARAT PAWN OFFICE.	[632, 2226, 716, 2257]
advertisement	[739, 741, 854, 880]
ad-title: FIRST CHURCH.	[27, 1103, 103, 1114]
ad-title: DISPENSING AND FAMILY CHEMIST, GEORGE STREET,	[22, 209, 110, 240]
ad-body: M'LANDRESS, HEPBURN, & CO. are instructed by George Duncan, Esq., to sell by auction at their Rooms, Manse street, on Monday, 27th October, at 2 o'clock,— All that valuable property in the centre of the Town, being sections 50 and 60, block XVI., on the Record Map of the City, and subdivided into twelve suitable building allotments, with frontages to and access from Cumberland street. Plan of the property to be seen at the Rooms of the Auctioneers. Terms liberal, at sale.	[130, 997, 245, 1212]
ad-title: FUNERAL NOTICE. LOYAL DUNEDIN LODGE, M.U.I.O.O.F.	[18, 548, 114, 578]
column-2	[127, 27, 249, 2576]
advertisement	[496, 1780, 609, 1889]
ad-body: WANTED, a Nurse, thoroughly qualified to take charge of a Baby and other children. Apply Mrs A. J. Burns, George street.	[9, 147, 123, 199]
ad-signature: HENRY LYNCH, Sen., Proprietor. C. A. BRIGHT, Agent.	[751, 392, 854, 422]
advertisement	[131, 45, 245, 134]
advertisement	[9, 1831, 123, 1877]
advertisement	[9, 1246, 123, 1305]
ad-body: MRS A. DAVIES having determined to continue the Pawnbroking Business so long and successfully carried on by her late husband as above, begs to announce to her friends and the public generally, that the establishment has been re-opened to-day, and that she hopes to be favored with the same support as liberally accorded for the past ten years. All goods left on pledge with the late Mr Davies will now be delivered or renewed as desired, and Mrs D. desires to express her regret at any delay which has taken place in the delivering of goods, in consequence of her late husband's illness, and to intimate that she is prepared to make a liberal allowance for same. Note the Address— A. DAVIES, BALLARAT PAWN OFFICE,	[617, 2257, 731, 2553]
